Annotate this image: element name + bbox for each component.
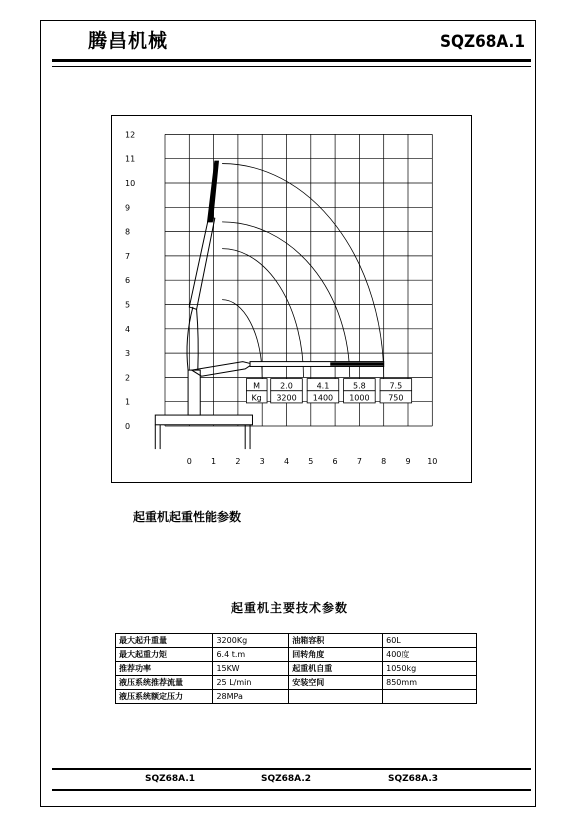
load-arc — [222, 249, 303, 378]
spec-table-title: 起重机主要技术参数 — [231, 601, 349, 615]
model-number: SQZ68A.1 — [440, 32, 525, 52]
y-tick-label: 6 — [125, 276, 131, 286]
load-table-value: 1000 — [349, 393, 370, 403]
raised-boom-tip — [208, 161, 219, 222]
x-tick-label: 7 — [356, 457, 362, 466]
load-table-value: 2.0 — [280, 381, 293, 391]
raised-boom-lower — [189, 217, 215, 309]
spec-value-cell — [383, 690, 477, 704]
y-tick-label: 10 — [125, 179, 136, 188]
spec-label-cell — [289, 690, 383, 704]
load-chart — [111, 115, 472, 483]
table-row — [116, 676, 477, 690]
x-tick-label: 4 — [283, 457, 290, 466]
y-tick-label: 9 — [125, 203, 131, 213]
boom-tip-horizontal — [330, 362, 383, 365]
y-tick-label: 2 — [125, 373, 131, 383]
x-tick-label: 2 — [235, 457, 241, 466]
spec-label-cell: 安装空间 — [289, 676, 383, 690]
crane-column — [188, 370, 200, 415]
load-table — [246, 379, 411, 403]
spec-value-cell: 850mm — [383, 676, 477, 690]
footer-item-2: SQZ68A.2 — [261, 774, 311, 784]
y-tick-label: 11 — [125, 154, 136, 164]
spec-value-cell: 60L — [383, 634, 477, 648]
y-tick-label: 5 — [125, 300, 131, 310]
spec-label-cell: 液压系统推荐流量 — [116, 676, 213, 690]
folded-boom — [192, 362, 253, 377]
load-table-value: 3200 — [276, 393, 297, 403]
load-table-value: 4.1 — [316, 381, 330, 391]
spec-label-cell: 推荐功率 — [116, 662, 213, 676]
header-rule-thick — [52, 59, 531, 62]
spec-value-cell: 6.4 t.m — [213, 648, 289, 662]
chart-caption: 起重机起重性能参数 — [133, 510, 242, 524]
x-tick-label: 10 — [427, 457, 438, 466]
y-tick-label: 0 — [125, 422, 131, 431]
y-tick-label: 8 — [125, 227, 131, 237]
x-tick-label: 0 — [186, 457, 192, 466]
lift-cylinder — [187, 307, 193, 370]
footer-rule-bottom — [52, 789, 531, 791]
brand-title: 腾昌机械 — [88, 30, 169, 52]
table-row — [116, 648, 477, 662]
spec-table — [115, 633, 477, 704]
x-tick-label: 9 — [405, 457, 411, 466]
footer-item-3: SQZ68A.3 — [388, 774, 438, 784]
load-table-row-label: M — [253, 381, 261, 391]
spec-label-cell: 液压系统额定压力 — [116, 690, 213, 704]
y-tick-label: 4 — [125, 324, 131, 334]
footer-rule-top — [52, 768, 531, 770]
x-tick-label: 1 — [211, 457, 217, 466]
table-row — [116, 634, 477, 648]
x-tick-label: 5 — [308, 457, 314, 466]
load-arc — [222, 222, 350, 378]
table-row — [116, 662, 477, 676]
spec-label-cell: 回转角度 — [289, 648, 383, 662]
load-table-value: 5.8 — [353, 381, 366, 391]
crane-base — [155, 415, 252, 425]
table-row — [116, 690, 477, 704]
y-tick-label: 12 — [125, 130, 136, 140]
spec-value-cell: 3200Kg — [213, 634, 289, 648]
y-tick-label: 1 — [125, 397, 131, 407]
spec-label-cell: 起重机自重 — [289, 662, 383, 676]
x-tick-label: 8 — [381, 457, 387, 466]
spec-label-cell: 油箱容积 — [289, 634, 383, 648]
spec-label-cell: 最大起重力矩 — [116, 648, 213, 662]
y-tick-label: 3 — [125, 349, 131, 359]
footer-item-1: SQZ68A.1 — [145, 774, 195, 784]
load-table-value: 7.5 — [389, 381, 403, 391]
x-tick-label: 3 — [259, 457, 265, 466]
spec-value-cell: 400度 — [383, 648, 477, 662]
spec-value-cell: 28MPa — [213, 690, 289, 704]
y-tick-labels — [125, 130, 135, 431]
y-tick-label: 7 — [125, 251, 131, 261]
x-tick-labels — [187, 457, 438, 466]
load-table-value: 1400 — [312, 393, 334, 403]
spec-value-cell: 1050kg — [383, 662, 477, 676]
load-table-value: 750 — [388, 393, 404, 403]
load-table-row-label: Kg — [251, 393, 262, 403]
spec-value-cell: 15KW — [213, 662, 289, 676]
header-rule-thin — [52, 66, 531, 67]
lift-cylinder-2 — [197, 309, 199, 370]
spec-value-cell: 25 L/min — [213, 676, 289, 690]
spec-label-cell: 最大起升重量 — [116, 634, 213, 648]
x-tick-label: 6 — [332, 457, 338, 466]
